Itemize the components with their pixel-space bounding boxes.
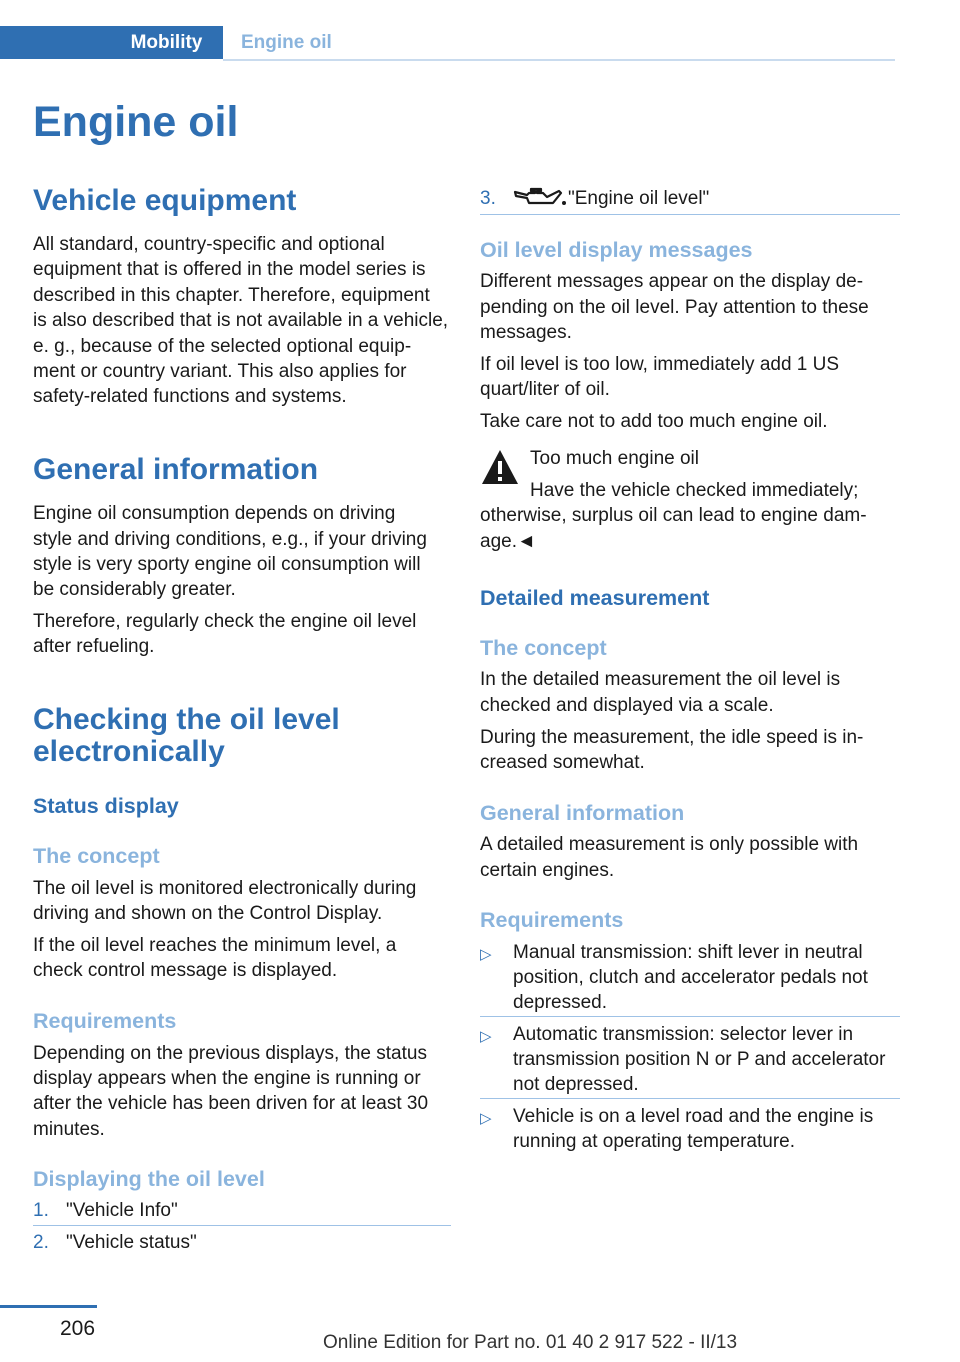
text-line: display appears when the engine is running or bbox=[33, 1068, 421, 1089]
header-bar bbox=[0, 26, 895, 62]
text-line: after refueling. bbox=[33, 636, 155, 657]
step-number: 2. bbox=[33, 1232, 49, 1253]
list-divider bbox=[480, 1016, 900, 1017]
text-line: If the oil level reaches the minimum level, a bbox=[33, 935, 397, 956]
heading-detailed-measurement: Detailed measurement bbox=[480, 586, 710, 610]
warning-title: Too much engine oil bbox=[530, 448, 699, 469]
heading-the-concept: The concept bbox=[33, 844, 160, 868]
text-line: quart/liter of oil. bbox=[480, 379, 610, 400]
list-item bbox=[480, 1104, 900, 1159]
bullet-arrow-icon: ▷ bbox=[480, 946, 492, 963]
heading-general-information: General information bbox=[33, 453, 319, 486]
text-line: minutes. bbox=[33, 1119, 105, 1140]
warning-triangle-icon bbox=[480, 448, 520, 491]
text-line: e. g., because of the selected optional equip- bbox=[33, 336, 412, 357]
step-number: 3. bbox=[480, 188, 496, 209]
list-divider bbox=[480, 214, 900, 215]
bullet-arrow-icon: ▷ bbox=[480, 1028, 492, 1045]
text-line: running at operating temperature. bbox=[513, 1131, 796, 1152]
text-line: creased somewhat. bbox=[480, 752, 645, 773]
text-line: messages. bbox=[480, 322, 572, 343]
heading-displaying-oil-level: Displaying the oil level bbox=[33, 1167, 265, 1191]
bullet-arrow-icon: ▷ bbox=[480, 1110, 492, 1127]
header-divider bbox=[223, 59, 895, 61]
heading-status-display: Status display bbox=[33, 794, 179, 818]
page-title: Engine oil bbox=[33, 98, 239, 146]
footer-divider bbox=[0, 1305, 97, 1308]
step-text: "Engine oil level" bbox=[568, 188, 710, 209]
step-number: 1. bbox=[33, 1200, 49, 1221]
text-line: All standard, country-specific and optional bbox=[33, 234, 385, 255]
heading-checking-line1: Checking the oil level bbox=[33, 703, 340, 736]
text-line: ment or country variant. This also applies for bbox=[33, 361, 407, 382]
section-tab: Mobility bbox=[0, 26, 223, 59]
text-line: Different messages appear on the display de- bbox=[480, 271, 864, 292]
text-line: otherwise, surplus oil can lead to engine dam- bbox=[480, 505, 867, 526]
text-line: age.◄ bbox=[480, 531, 536, 552]
text-line: Automatic transmission: selector lever in bbox=[513, 1024, 854, 1045]
text-line: safety-related functions and systems. bbox=[33, 386, 347, 407]
page-tab: Engine oil bbox=[241, 31, 332, 53]
list-divider bbox=[33, 1225, 451, 1226]
heading-requirements-detailed: Requirements bbox=[480, 908, 624, 932]
text-line: A detailed measurement is only possible with bbox=[480, 834, 859, 855]
text-line: Manual transmission: shift lever in neutral bbox=[513, 942, 863, 963]
oil-can-icon bbox=[513, 186, 567, 218]
text-line: The oil level is monitored electronically during bbox=[33, 878, 417, 899]
online-edition-note: Online Edition for Part no. 01 40 2 917 522 - II/13 bbox=[323, 1332, 738, 1353]
heading-general-information-detailed: General information bbox=[480, 801, 685, 825]
text-line: described in this chapter. Therefore, equipment bbox=[33, 285, 430, 306]
text-line: style is very sporty engine oil consumption will bbox=[33, 554, 421, 575]
text-line: style and driving conditions, e.g., if your driving bbox=[33, 529, 427, 550]
text-line: checked and displayed via a scale. bbox=[480, 695, 774, 716]
list-item bbox=[480, 940, 900, 1020]
text-line: driving and shown on the Control Display. bbox=[33, 903, 383, 924]
text-line: equipment that is offered in the model series is bbox=[33, 259, 426, 280]
text-line: position, clutch and accelerator pedals not bbox=[513, 967, 868, 988]
step-text: "Vehicle Info" bbox=[66, 1200, 178, 1221]
text-line: depressed. bbox=[513, 992, 608, 1013]
text-line: During the measurement, the idle speed is in- bbox=[480, 727, 864, 748]
text-line: Vehicle is on a level road and the engine is bbox=[513, 1106, 874, 1127]
text-line: is also described that is not available in a vehicle, bbox=[33, 310, 449, 331]
heading-checking-line2: electronically bbox=[33, 735, 225, 768]
text-line: pending on the oil level. Pay attention to these bbox=[480, 297, 869, 318]
text-line: be considerably greater. bbox=[33, 579, 236, 600]
heading-requirements: Requirements bbox=[33, 1009, 177, 1033]
list-item bbox=[480, 1022, 900, 1102]
text-line: certain engines. bbox=[480, 860, 615, 881]
text-line: Engine oil consumption depends on driving bbox=[33, 503, 396, 524]
text-line: not depressed. bbox=[513, 1074, 639, 1095]
text-line: If oil level is too low, immediately add 1 US bbox=[480, 354, 840, 375]
text-line: Have the vehicle checked immediately; bbox=[530, 480, 859, 501]
text-line: check control message is displayed. bbox=[33, 960, 338, 981]
text-line: Therefore, regularly check the engine oil level bbox=[33, 611, 417, 632]
list-divider bbox=[480, 1098, 900, 1099]
text-line: In the detailed measurement the oil level is bbox=[480, 669, 841, 690]
text-line: Depending on the previous displays, the status bbox=[33, 1043, 427, 1064]
page-number: 206 bbox=[60, 1317, 96, 1340]
heading-oil-level-messages: Oil level display messages bbox=[480, 238, 753, 262]
text-line: Take care not to add too much engine oil. bbox=[480, 411, 828, 432]
text-line: transmission position N or P and accelerator bbox=[513, 1049, 886, 1070]
heading-the-concept-detailed: The concept bbox=[480, 636, 607, 660]
step-text: "Vehicle status" bbox=[66, 1232, 197, 1253]
text-line: after the vehicle has been driven for at least 30 bbox=[33, 1093, 429, 1114]
heading-vehicle-equipment: Vehicle equipment bbox=[33, 184, 297, 217]
